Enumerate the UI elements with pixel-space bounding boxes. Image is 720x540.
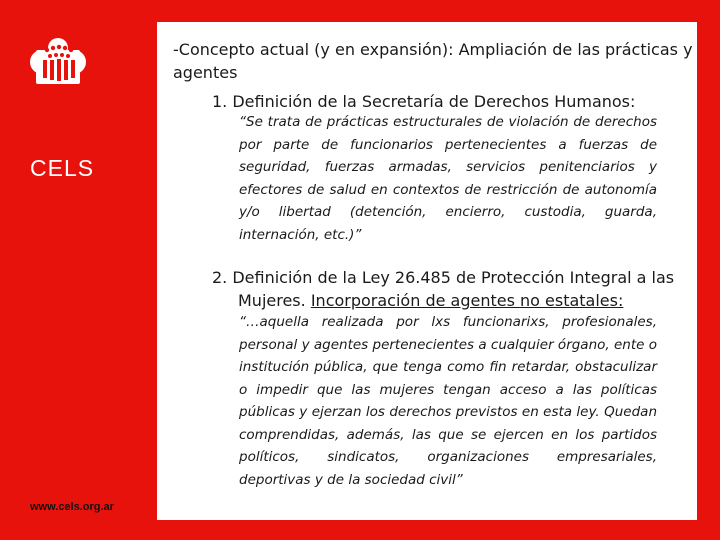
definition-2-heading-text: 2. Definición de la Ley 26.485 de Protección Integral a las Mujeres. bbox=[212, 268, 675, 310]
content-panel bbox=[157, 22, 697, 520]
definition-2-heading bbox=[212, 266, 708, 312]
website-url: www.cels.org.ar bbox=[30, 501, 114, 513]
definition-1-heading: 1. Definición de la Secretaría de Derechos Humanos: bbox=[212, 92, 636, 111]
intro-text: -Concepto actual (y en expansión): Ampliación de las prácticas y agentes bbox=[173, 40, 693, 82]
definition-1-quote: “Se trata de prácticas estructurales de violación de derechos por parte de funcionarios pertenecientes a fuerzas de seguridad, fuerzas armadas, servicios penitenciarios y efectores de salud en contextos de restricción de autonomía y/o libertad (detención, encierro, custodia, guarda, internación, etc.)” bbox=[239, 114, 657, 243]
definition-2-heading-emphasis: Incorporación de agentes no estatales: bbox=[310, 291, 624, 310]
cels-logo-icon bbox=[30, 36, 86, 86]
logo-wordmark: CELS bbox=[30, 155, 95, 181]
definition-2-quote: “…aquella realizada por lxs funcionarixs, profesionales, personal y agentes pertenecientes a cualquier órgano, ente o institución pública, que tenga como fin retardar, obstaculizar o impedir que las mujeres tengan acceso a las políticas públicas y ejerzan los derechos previstos en esta ley. Quedan comprendidas, además, las que se ejercen en los partidos políticos, sindicatos, organizaciones empresariales, deportivas y de la sociedad civil” bbox=[239, 314, 657, 488]
